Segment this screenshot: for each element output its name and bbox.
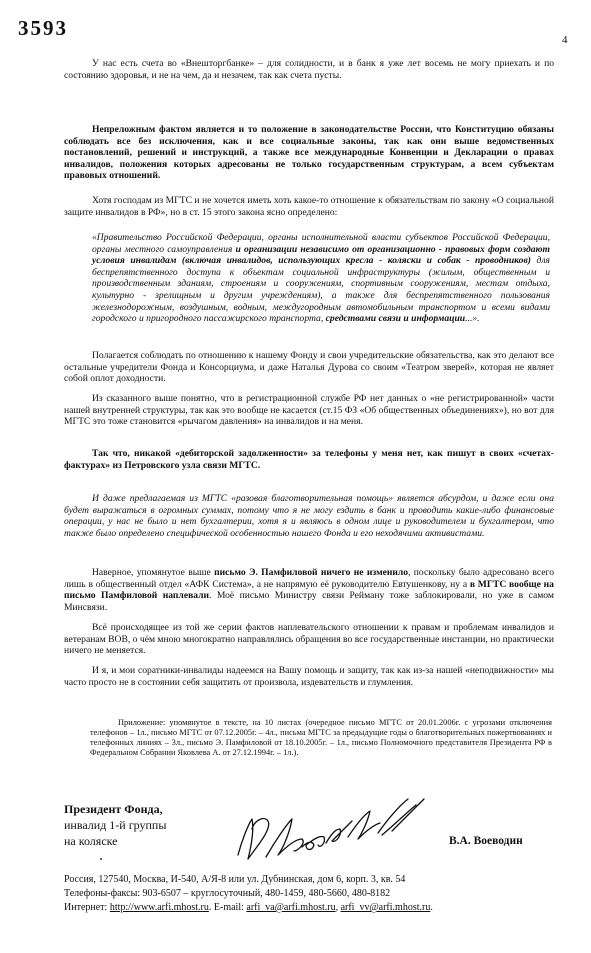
email-link-1[interactable]: arfi_va@arfi.mhost.ru [246,902,336,913]
stray-dot [100,858,102,860]
law-quote-part-1: «Правительство Российской Федерации, органы исполнительной власти субъектов Российской Федерации, органы местного самоуправления [92,232,550,255]
paragraph-veterans: Всё происходящее из той же серии фактов наплевательского отношении к правам и проблемам инвалидов и ветеранам ВОВ, о чём мною многократно направлялись обращения во все государственные инстанции, но практически ничего не меняется. [64,622,554,657]
pamfilova-part-3: . Моё письмо Министру связи Рейману тоже заблокировали, но уже в самом Минсвязи. [64,590,554,613]
paragraph-constitution: Непреложным фактом является и то положение в законодательстве России, что Конституцию обязаны соблюдать все без исключения, как и все социальные законы, так как они выше ведомственных постановлений, решений и инструкций, а также все международные Конвенции и Декларации о правах инвалидов, положения которых адресованы не только государственным структурам, а всем субъектам правовых отношений. [64,124,554,182]
internet-label: Интернет: [64,902,110,913]
paragraph-no-debt: Так что, никакой «дебиторской задолженности» за телефоны у меня нет, как пишут в своих «счетах-фактурах» из Петровского узла связи МГТС. [64,448,554,471]
appendix-note: Приложение: упомянутое в тексте, на 10 листах (очередное письмо МГТС от 20.01.2006г. с угрозами отключения телефонов – 1л., письмо МГТС от 07.12.2005г. – 4л., письма МГТС за предыдущие годы о благотворительных пожертвованиях и телефонных линиях – 3л., письмо Э. Памфиловой от 18.10.2005г. – 1л., письмо Полномочного представителя Президента РФ в Федеральном Собрании Яковлева А. от 27.12.1994г. – 1л.). [90,718,552,757]
pamfilova-emphasis-2: в МГТС вообще на письмо Памфиловой наплевали [64,578,554,602]
signatory-name: В.А. Воеводин [449,835,523,847]
signatory-title: Президент Фонда, [64,802,163,816]
law-quote-emphasis-2: средствами связи и информации [325,313,466,325]
footer-end: . [430,902,433,913]
email-link-2[interactable]: arfi_vv@arfi.mhost.ru [340,902,431,913]
footer-address: Россия, 127540, Москва, И-540, А/Я-8 или ул. Дубнинская, дом 6, корп. 3, кв. 54 [64,874,406,885]
paragraph-charity: И даже предлагаемая из МГТС «разовая благотворительная помощь» является абсурдом, и даже если она будет выражаться в огромных суммах, потому что я не могу ездить в банк и проводить какие-либо финансовые операции, у нас не было и нет бухгалтерии, хотя я и являюсь в одном лице и руководителем и бухгалтером, что также было определено специфической особенностью нашего Фонда и его неходячими активистами. [64,493,554,539]
handwritten-signature [232,785,432,865]
signatory-group: инвалид 1-й группы [64,818,167,832]
email-label: . E-mail: [208,902,247,913]
footer-internet [64,902,564,914]
document-number: 3593 [18,16,68,40]
pamfilova-emphasis-1: письмо Э. Памфиловой ничего не изменило [214,567,409,578]
pamfilova-part-2: , поскольку было адресовано всего лишь в общественный отдел «АФК Система», а не напрямую её руководителю Евтушенкову, ну а [64,567,554,590]
website-link[interactable]: http://www.arfi.mhost.ru [109,902,209,913]
law-quote-part-2: для беспрепятственного доступа к объектам социальной инфраструктуры (жилым, общественным и производственным зданиям, строениям и сооружениям, спортивным сооружениям, местам отдыха, культурно - зрелищным и другим учреждениям), а также для беспрепятственного пользования железнодорожным, воздушным, водным, междугородным автомобильным транспортом и всеми видами городского и пригородного пассажирского транспорта, [92,255,550,325]
paragraph-mgts-obligations: Хотя господам из МГТС и не хочется иметь хоть какое-то отношение к обязательствам по закону «О социальной защите инвалидов в РФ», но в ст. 15 этого закона ясно определено: [64,195,554,218]
law-quote-emphasis-1: и организации независимо от организационно - правовых форм создают условия инвалидам (включая инвалидов, использующих кресла - коляски и собак - проводников) [92,243,551,267]
law-quote [92,232,550,325]
email-separator: , [335,902,341,913]
paragraph-founders: Полагается соблюдать по отношению к нашему Фонду и свои учредительские обязательства, как это делают все остальные учредители Фонда и Консорциума, и даже Наталья Дурова со своим «Театром зверей», которая не являет собой оплот доходности. [64,350,554,385]
pamfilova-part-1: Наверное, упомянутое выше [92,567,215,578]
page-number: 4 [562,34,568,46]
paragraph-bank-accounts: У нас есть счета во «Внешторгбанке» – для солидности, и в банк я уже лет восемь не могу приехать и по состоянию здоровья, и не на чем, да и незачем, так как счета пусты. [64,58,554,81]
signatory-wheelchair: на коляске [64,834,118,848]
paragraph-pamfilova [64,567,554,613]
law-quote-part-3: ...». [465,313,480,325]
paragraph-registration: Из сказанного выше понятно, что в регистрационной службе РФ нет данных о «не регистрированной» части нашей внутренней структуры, так как это вообще не касается (ст.15 ФЗ «Об общественных объединениях»), но вот для МГТС это тоже становится «рычагом давления» на инвалидов и на меня. [64,393,554,428]
paragraph-hope: И я, и мои соратники-инвалиды надеемся на Вашу помощь и защиту, так как из-за нашей «неподвижности» мы часто просто не в состоянии себя защитить от произвола, издевательств и глумления. [64,665,554,688]
footer-phones: Телефоны-факсы: 903-6507 – круглосуточный, 480-1459, 480-5660, 480-8182 [64,888,391,899]
